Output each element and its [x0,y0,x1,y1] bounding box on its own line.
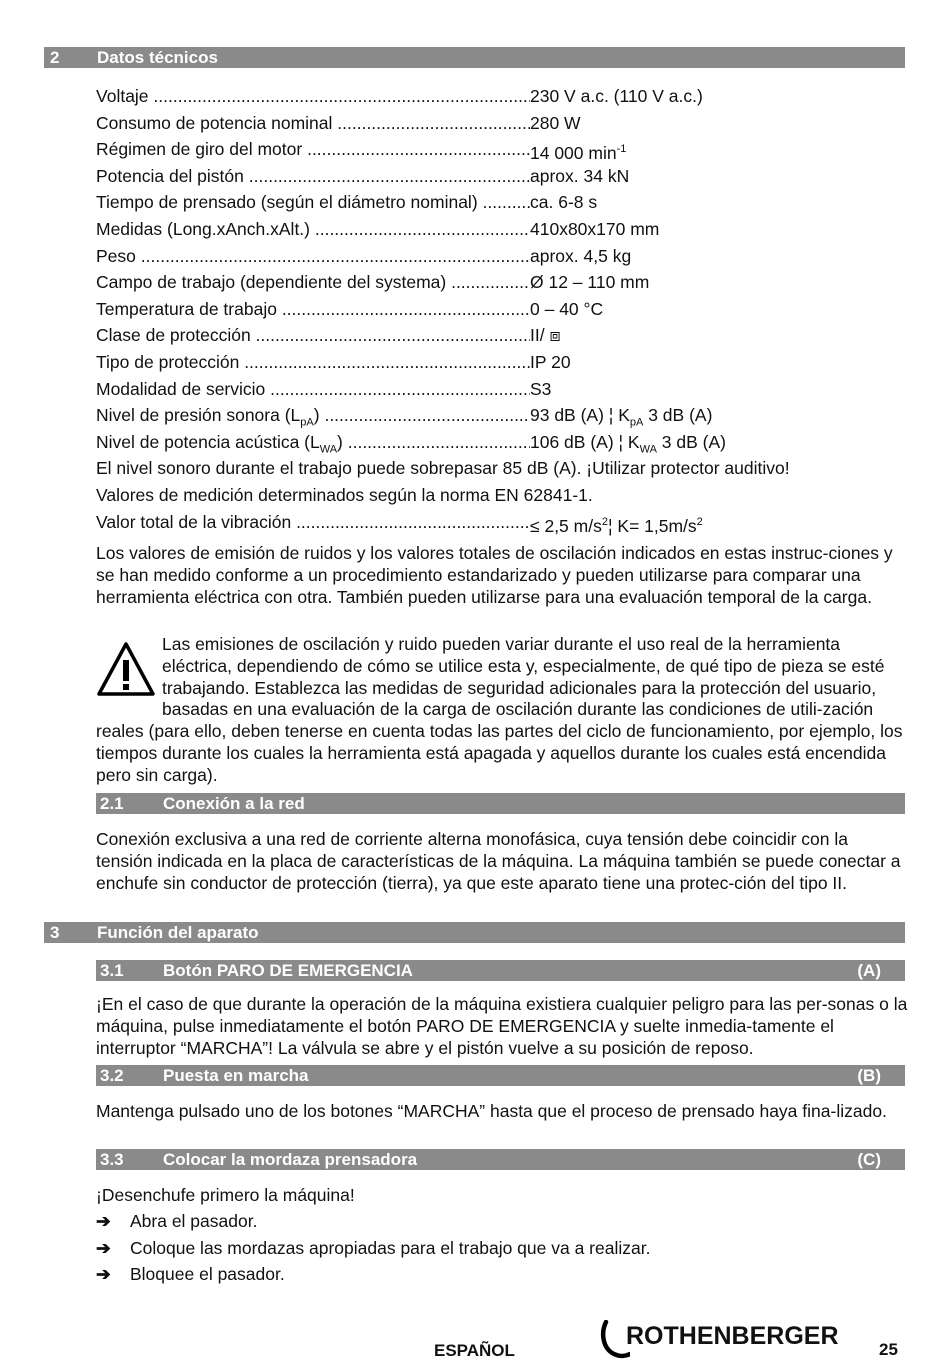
spec-label: Temperatura de trabajo ..... [96,296,530,323]
spec-label: Consumo de potencia nominal ..... [96,110,530,137]
spec-value: 410x80x170 mm [530,216,659,243]
spec-label: Tiempo de prensado (según el diámetro nominal) ..... [96,189,530,216]
brand-logo [600,1320,850,1360]
spec-label: Clase de protección ..... [96,322,530,349]
spec-row [96,322,906,349]
spec-value: 106 dB (A) ¦ $K_{WA}$ 3 dB (A) [530,429,726,463]
spec-row [96,110,906,137]
spec-label: Valor total de la vibración ..... [96,509,530,536]
list-item: ➔ Coloque las mordazas apropiadas para el trabajo que va a realizar. [96,1235,650,1262]
section-header-3 [44,922,905,943]
spec-row [96,189,906,216]
spec-value: 230 V a.c. (110 V a.c.) [530,83,703,110]
spec-label: Voltaje ..... [96,83,530,110]
spec-row [96,216,906,243]
spec-row-sound-power [96,429,906,456]
spec-label: Medidas (Long.xAnch.xAlt.) ..... [96,216,530,243]
spec-row [96,243,906,270]
emissions-paragraph: Los valores de emisión de ruidos y los valores totales de oscilación indicados en estas instruc-ciones y se han medido conforme a un procedimiento estandarizado y pueden utilizarse para comparar una herramienta eléctrica con otra. También pueden utilizarse para una evaluación temporal de la carga. [96,543,893,607]
spec-label: Modalidad de servicio ..... [96,376,530,403]
section-header-3-2 [96,1065,905,1086]
section-title: Puesta en marcha [163,1066,309,1085]
spec-label: Potencia del pistón ..... [96,163,530,190]
spec-value: Ø 12 – 110 mm [530,269,649,296]
spec-value: 0 – 40 °C [530,296,603,323]
spec-label: Tipo de protección ..... [96,349,530,376]
section-title: Función del aparato [97,923,259,942]
spec-row-sound-pressure [96,402,906,429]
spec-row [96,269,906,296]
spec-row [96,83,906,110]
section-number: 3.3 [100,1150,124,1169]
figure-ref: (A) [857,961,881,980]
brand-name: ROTHENBERGER [626,1322,839,1350]
spec-value: S3 [530,376,551,403]
spec-label: Campo de trabajo (dependiente del systema) ..... [96,269,530,296]
arrow-right-icon: ➔ [96,1237,111,1258]
spec-label: Peso ..... [96,243,530,270]
spec-value: 93 dB (A) ¦ $K_{pA}$ 3 dB (A) [530,402,712,436]
warning-paragraph: Las emisiones de oscilación y ruido pueden variar durante el uso real de la herramienta eléctrica, dependiendo de cómo se utilice esta y, especialmente, de qué tipo de pieza se esté trabajando. Establezca las medidas de seguridad adicionales para la protección del usuario, basadas en una evaluación de la carga de oscilación durante las condiciones de utili-zación reales (para ello, deben tenerse en cuenta todas las partes del ciclo de funcionamiento, por ejemplo, los tiempos durante los cuales la herramienta está apagada y aquellos durante los cuales está encendida pero sin carga). [96,634,903,785]
warning-icon [96,636,156,702]
spec-row [96,349,906,376]
footer-language: ESPAÑOL [434,1341,515,1360]
spec-row [96,136,906,163]
spec-label: Nivel de potencia acústica $(L_{WA})$ ..... [96,429,530,463]
spec-value: 280 W [530,110,581,137]
list-item: ➔ Bloquee el pasador. [96,1261,650,1288]
list-item: ➔ Abra el pasador. [96,1208,650,1235]
section-number: 2 [50,48,60,67]
section-number: 3.1 [100,961,124,980]
section-header-2-1 [96,793,905,814]
spec-row [96,296,906,323]
section-number: 3.2 [100,1066,124,1085]
section-number: 2.1 [100,794,124,813]
section-header-2 [44,47,905,68]
section-title: Colocar la mordaza prensadora [163,1150,418,1169]
spec-label: Régimen de giro del motor ..... [96,136,530,163]
spec-row [96,163,906,190]
section-header-3-3 [96,1149,905,1170]
spec-value: II/ ⧈ [530,322,561,349]
page-number: 25 [879,1340,898,1359]
noise-note: El nivel sonoro durante el trabajo puede sobrepasar 85 dB (A). ¡Utilizar protector auditivo! [96,458,790,479]
spec-table [96,83,906,535]
section-text: ¡En el caso de que durante la operación de la máquina existiera cualquier peligro para las per-sonas o la máquina, pulse inmediatamente el botón PARO DE EMERGENCIA y suelte inmedia-tamente el interruptor “MARCHA”! La válvula se abre y el pistón vuelve a su posición de reposo. [96,994,908,1058]
section-intro: ¡Desenchufe primero la máquina! [96,1185,355,1205]
spec-label: Nivel de presión sonora $(L_{pA})$ ..... [96,402,530,436]
figure-ref: (B) [857,1066,881,1085]
section-text: Mantenga pulsado uno de los botones “MARCHA” hasta que el proceso de prensado haya fina-lizado. [96,1101,887,1121]
spec-value: 14 000 $\min^{-1}$ [530,136,626,166]
spec-row [96,376,906,403]
section-title: Botón PARO DE EMERGENCIA [163,961,413,980]
spec-value: aprox. 34 kN [530,163,629,190]
arrow-right-icon: ➔ [96,1264,111,1285]
section-title: Datos técnicos [97,48,218,67]
spec-row-vibration [96,509,906,536]
warning-block [96,634,908,787]
section-header-3-1 [96,960,905,981]
standard-note: Valores de medición determinados según la norma EN 62841-1. [96,484,593,505]
step-list [96,1208,650,1288]
spec-value: ≤ 2,5 $m/s^2¦$ $K= 1,5m/s^2$ [530,509,703,539]
section-title: Conexión a la red [163,794,305,813]
spec-value: aprox. 4,5 kg [530,243,631,270]
spec-value: IP 20 [530,349,571,376]
section-text: Conexión exclusiva a una red de corriente alterna monofásica, cuya tensión debe coincidir con la tensión indicada en la placa de características de la máquina. La máquina también se puede conectar a enchufe sin conductor de protección (tierra), ya que este aparato tiene una protec-ción del tipo II. [96,829,901,893]
arrow-right-icon: ➔ [96,1211,111,1231]
spec-value: ca. 6-8 s [530,189,597,216]
figure-ref: (C) [857,1150,881,1169]
section-number: 3 [50,923,60,942]
